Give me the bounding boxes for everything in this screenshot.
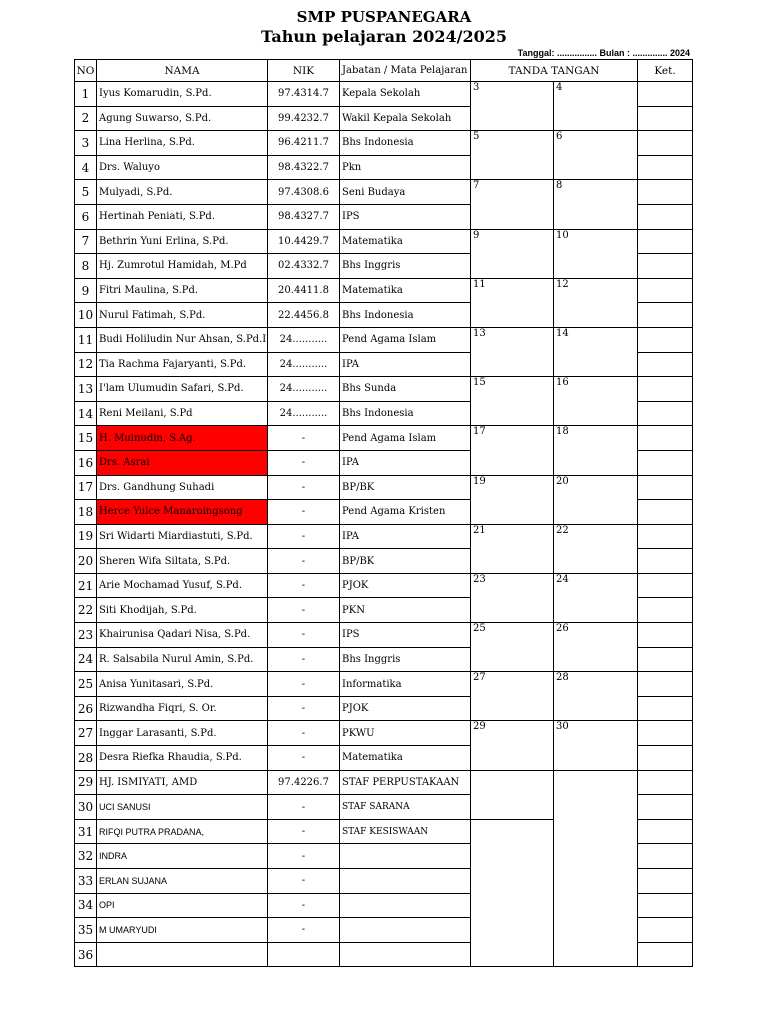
signature-cell[interactable]: 19 [471,475,554,524]
row-number: 22 [75,598,97,623]
staff-name: Rizwandha Fiqri, S. Or. [97,696,268,721]
staff-position: Pkn [340,155,471,180]
signature-cell[interactable]: 9 [471,229,554,278]
table-row [75,623,693,648]
staff-nik: 96.4211.7 [268,131,340,156]
ket-cell [638,795,693,820]
staff-nik: 24........... [268,352,340,377]
signature-cell[interactable]: 16 [554,377,638,426]
row-number: 20 [75,549,97,574]
row-number: 23 [75,623,97,648]
staff-position: Bhs Indonesia [340,131,471,156]
row-number: 32 [75,844,97,869]
staff-nik: - [268,500,340,525]
row-number: 2 [75,106,97,131]
ket-cell [638,377,693,402]
ket-cell [638,303,693,328]
staff-nik: 97.4308.6 [268,180,340,205]
signature-cell[interactable] [471,819,554,967]
staff-nik: - [268,672,340,697]
ket-cell [638,770,693,795]
ket-cell [638,254,693,279]
row-number: 34 [75,893,97,918]
row-number: 14 [75,401,97,426]
signature-cell[interactable]: 11 [471,278,554,327]
staff-name: Hj. Zumrotul Hamidah, M.Pd [97,254,268,279]
signature-cell[interactable]: 26 [554,623,638,672]
staff-name: Mulyadi, S.Pd. [97,180,268,205]
row-number: 11 [75,327,97,352]
staff-nik: 98.4322.7 [268,155,340,180]
signature-cell[interactable]: 6 [554,131,638,180]
staff-name: Agung Suwarso, S.Pd. [97,106,268,131]
staff-position: STAF KESISWAAN [340,819,471,844]
signature-cell[interactable]: 21 [471,524,554,573]
row-number: 35 [75,918,97,943]
signature-cell[interactable]: 24 [554,573,638,622]
signature-cell[interactable]: 23 [471,573,554,622]
staff-position: Matematika [340,746,471,771]
staff-position: PJOK [340,573,471,598]
signature-cell[interactable]: 5 [471,131,554,180]
ket-cell [638,918,693,943]
table-row [75,770,693,795]
ket-cell [638,352,693,377]
ket-cell [638,229,693,254]
staff-name [97,942,268,967]
staff-name: Nurul Fatimah, S.Pd. [97,303,268,328]
staff-position: Matematika [340,229,471,254]
staff-name: HJ. ISMIYATI, AMD [97,770,268,795]
staff-nik: - [268,844,340,869]
row-number: 9 [75,278,97,303]
table-row [75,278,693,303]
ket-cell [638,696,693,721]
ket-cell [638,327,693,352]
staff-nik: 98.4327.7 [268,204,340,229]
staff-nik: - [268,475,340,500]
ket-cell [638,204,693,229]
ket-cell [638,180,693,205]
signature-cell[interactable]: 10 [554,229,638,278]
ket-cell [638,524,693,549]
staff-position: PKN [340,598,471,623]
staff-position [340,942,471,967]
ket-cell [638,82,693,107]
row-number: 33 [75,869,97,894]
signature-cell[interactable]: 8 [554,180,638,229]
ket-cell [638,131,693,156]
staff-name: Lina Herlina, S.Pd. [97,131,268,156]
signature-cell[interactable]: 29 [471,721,554,770]
staff-nik: - [268,426,340,451]
signature-cell[interactable] [471,770,554,819]
row-number: 19 [75,524,97,549]
staff-name: Drs. Gandhung Suhadi [97,475,268,500]
signature-cell[interactable]: 25 [471,623,554,672]
school-title: SMP PUSPANEGARA [296,8,472,26]
ket-cell [638,106,693,131]
staff-position: Bhs Indonesia [340,303,471,328]
row-number: 36 [75,942,97,967]
staff-nik: - [268,819,340,844]
staff-name: Bethrin Yuni Erlina, S.Pd. [97,229,268,254]
row-number: 8 [75,254,97,279]
row-number: 26 [75,696,97,721]
staff-nik: - [268,524,340,549]
staff-nik: - [268,893,340,918]
staff-position: IPS [340,623,471,648]
row-number: 6 [75,204,97,229]
signature-cell[interactable]: 30 [554,721,638,770]
signature-cell[interactable] [554,770,638,967]
staff-nik: 97.4314.7 [268,82,340,107]
table-row [75,721,693,746]
col-tanda-tangan: TANDA TANGAN [471,60,638,82]
staff-name: R. Salsabila Nurul Amin, S.Pd. [97,647,268,672]
staff-nik [268,942,340,967]
staff-name: Sheren Wifa Siltata, S.Pd. [97,549,268,574]
col-no: NO [75,60,97,82]
staff-position: IPA [340,524,471,549]
signature-cell[interactable]: 28 [554,672,638,721]
staff-nik: 24........... [268,327,340,352]
staff-nik: - [268,721,340,746]
ket-cell [638,426,693,451]
staff-position [340,918,471,943]
staff-nik: 99.4232.7 [268,106,340,131]
staff-position: Bhs Indonesia [340,401,471,426]
staff-name: Inggar Larasanti, S.Pd. [97,721,268,746]
row-number: 12 [75,352,97,377]
col-nama: NAMA [97,60,268,82]
ket-cell [638,475,693,500]
table-row [75,573,693,598]
staff-position: IPA [340,450,471,475]
row-number: 10 [75,303,97,328]
staff-position [340,844,471,869]
row-number: 1 [75,82,97,107]
row-number: 3 [75,131,97,156]
table-row [75,672,693,697]
signature-cell[interactable]: 22 [554,524,638,573]
staff-position: Pend Agama Islam [340,327,471,352]
table-header [75,60,693,82]
staff-position [340,893,471,918]
signature-cell[interactable]: 13 [471,327,554,376]
staff-position: Bhs Sunda [340,377,471,402]
table-row [75,327,693,352]
table-row [75,131,693,156]
staff-nik: - [268,598,340,623]
row-number: 30 [75,795,97,820]
row-number: 13 [75,377,97,402]
table-row [75,82,693,107]
staff-nik: 97.4226.7 [268,770,340,795]
ket-cell [638,401,693,426]
staff-position: BP/BK [340,475,471,500]
staff-nik: 24........... [268,401,340,426]
staff-name: INDRA [97,844,268,869]
staff-position: Kepala Sekolah [340,82,471,107]
staff-name: Herce Yulce Manaroingsong [97,500,268,525]
staff-name: Sri Widarti Miardiastuti, S.Pd. [97,524,268,549]
staff-name: Tia Rachma Fajaryanti, S.Pd. [97,352,268,377]
col-jabatan: Jabatan / Mata Pelajaran [340,60,471,82]
ket-cell [638,623,693,648]
staff-name: OPI [97,893,268,918]
attendance-table [74,59,693,967]
staff-nik: 24........... [268,377,340,402]
staff-nik: - [268,869,340,894]
ket-cell [638,647,693,672]
table-row [75,229,693,254]
staff-position [340,869,471,894]
staff-position: Pend Agama Islam [340,426,471,451]
ket-cell [638,573,693,598]
staff-name: M UMARYUDI [97,918,268,943]
staff-name: Hertinah Peniati, S.Pd. [97,204,268,229]
date-line: Tanggal: ................ Bulan : .............. 2024 [517,48,690,58]
staff-position: Matematika [340,278,471,303]
staff-nik: - [268,573,340,598]
signature-cell[interactable]: 17 [471,426,554,475]
row-number: 7 [75,229,97,254]
staff-nik: - [268,450,340,475]
staff-name: Anisa Yunitasari, S.Pd. [97,672,268,697]
table-row [75,377,693,402]
staff-nik: 20.4411.8 [268,278,340,303]
ket-cell [638,278,693,303]
staff-position: BP/BK [340,549,471,574]
row-number: 17 [75,475,97,500]
staff-position: Bhs Inggris [340,647,471,672]
staff-position: Pend Agama Kristen [340,500,471,525]
ket-cell [638,819,693,844]
signature-cell[interactable]: 14 [554,327,638,376]
table-row [75,426,693,451]
col-ket: Ket. [638,60,693,82]
staff-position: Wakil Kepala Sekolah [340,106,471,131]
staff-name: H. Muinudin, S.Ag. [97,426,268,451]
ket-cell [638,672,693,697]
ket-cell [638,598,693,623]
ket-cell [638,549,693,574]
ket-cell [638,942,693,967]
staff-nik: 02.4332.7 [268,254,340,279]
signature-cell[interactable]: 12 [554,278,638,327]
ket-cell [638,450,693,475]
table-row [75,524,693,549]
signature-cell[interactable]: 3 [471,82,554,131]
staff-nik: - [268,746,340,771]
staff-position: Informatika [340,672,471,697]
staff-nik: - [268,795,340,820]
row-number: 24 [75,647,97,672]
signature-cell[interactable]: 15 [471,377,554,426]
staff-name: Desra Riefka Rhaudia, S.Pd. [97,746,268,771]
staff-position: STAF PERPUSTAKAAN [340,770,471,795]
ket-cell [638,721,693,746]
table-row [75,180,693,205]
signature-cell[interactable]: 4 [554,82,638,131]
staff-position: Bhs Inggris [340,254,471,279]
staff-name: Drs. Waluyo [97,155,268,180]
staff-name: Fitri Maulina, S.Pd. [97,278,268,303]
row-number: 31 [75,819,97,844]
staff-nik: - [268,696,340,721]
staff-nik: - [268,623,340,648]
ket-cell [638,869,693,894]
staff-nik: 10.4429.7 [268,229,340,254]
staff-position: PKWU [340,721,471,746]
row-number: 16 [75,450,97,475]
staff-name: Iyus Komarudin, S.Pd. [97,82,268,107]
staff-nik: - [268,647,340,672]
table-row [75,475,693,500]
signature-cell[interactable]: 7 [471,180,554,229]
row-number: 18 [75,500,97,525]
staff-position: Seni Budaya [340,180,471,205]
academic-year: Tahun pelajaran 2024/2025 [260,27,508,46]
ket-cell [638,844,693,869]
staff-name: Drs. Asrai [97,450,268,475]
ket-cell [638,893,693,918]
staff-name: Khairunisa Qadari Nisa, S.Pd. [97,623,268,648]
ket-cell [638,500,693,525]
staff-nik: - [268,549,340,574]
row-number: 25 [75,672,97,697]
staff-name: Arie Mochamad Yusuf, S.Pd. [97,573,268,598]
ket-cell [638,746,693,771]
staff-name: Siti Khodijah, S.Pd. [97,598,268,623]
row-number: 4 [75,155,97,180]
signature-cell[interactable]: 20 [554,475,638,524]
ket-cell [638,155,693,180]
staff-nik: 22.4456.8 [268,303,340,328]
staff-nik: - [268,918,340,943]
row-number: 5 [75,180,97,205]
staff-name: RIFQI PUTRA PRADANA, [97,819,268,844]
row-number: 28 [75,746,97,771]
staff-position: IPS [340,204,471,229]
staff-name: I'lam Ulumudin Safari, S.Pd. [97,377,268,402]
signature-cell[interactable]: 18 [554,426,638,475]
staff-name: UCI SANUSI [97,795,268,820]
staff-name: ERLAN SUJANA [97,869,268,894]
staff-position: PJOK [340,696,471,721]
signature-cell[interactable]: 27 [471,672,554,721]
staff-position: STAF SARANA [340,795,471,820]
row-number: 27 [75,721,97,746]
row-number: 15 [75,426,97,451]
staff-name: Reni Meilani, S.Pd [97,401,268,426]
staff-position: IPA [340,352,471,377]
row-number: 21 [75,573,97,598]
row-number: 29 [75,770,97,795]
staff-name: Budi Holiludin Nur Ahsan, S.Pd.I [97,327,268,352]
col-nik: NIK [268,60,340,82]
